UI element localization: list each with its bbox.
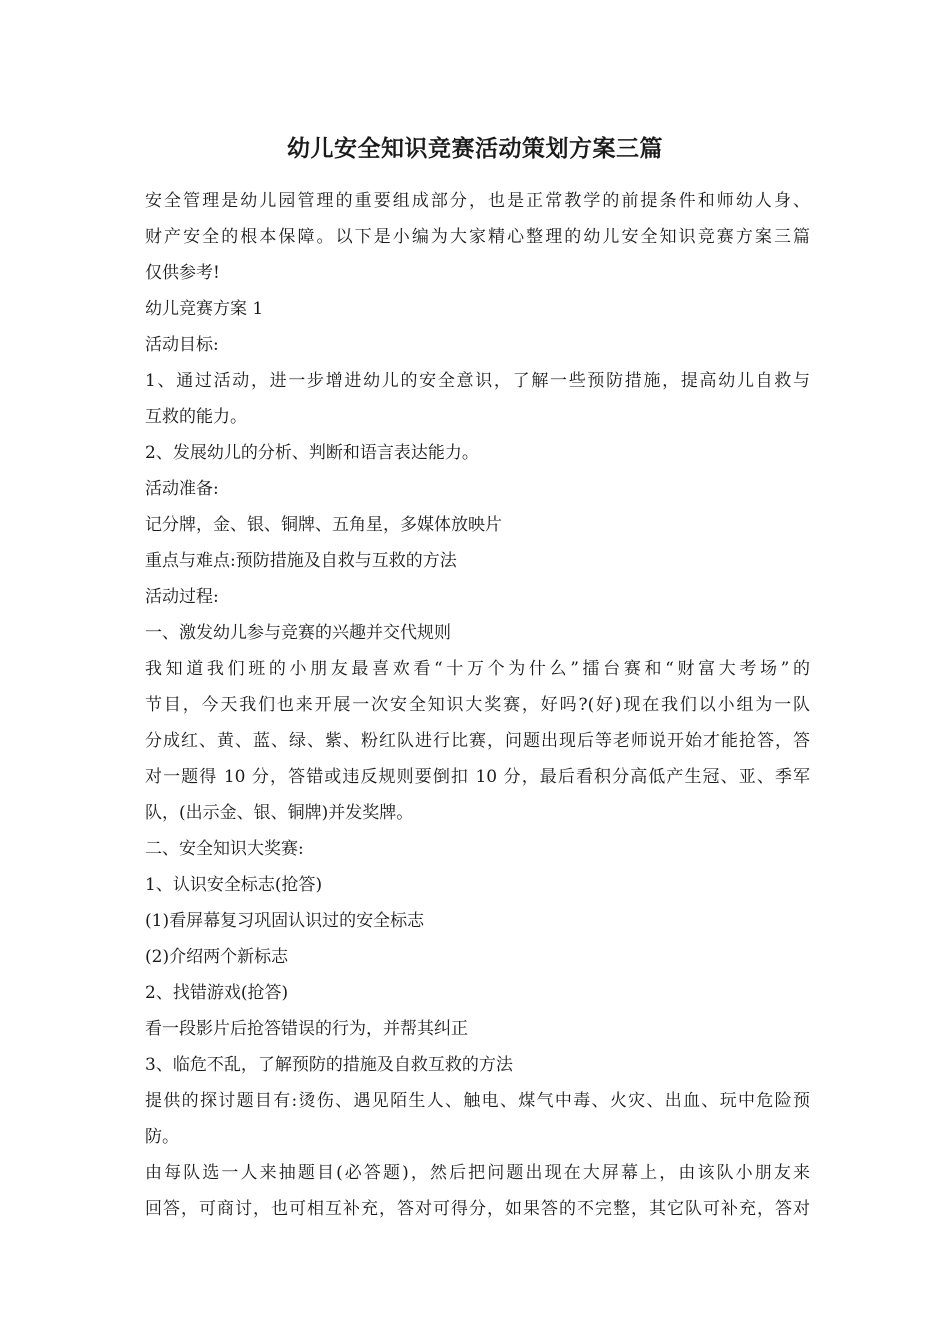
body-line: 记分牌，金、银、铜牌、五角星，多媒体放映片 [145, 515, 502, 535]
body-line: 3、临危不乱，了解预防的措施及自救互救的方法 [145, 1055, 513, 1075]
body-line: 二、安全知识大奖赛: [145, 839, 304, 859]
body-line: 看一段影片后抢答错误的行为，并帮其纠正 [145, 1019, 468, 1039]
body-line: 1、通过活动，进一步增进幼儿的安全意识，了解一些预防措施，提高幼儿自救与 [145, 371, 810, 391]
body-line: 由每队选一人来抽题目(必答题)，然后把问题出现在大屏幕上，由该队小朋友来 [145, 1163, 810, 1183]
body-line: 队，(出示金、银、铜牌)并发奖牌。 [145, 803, 414, 823]
body-line: 幼儿竞赛方案 1 [145, 299, 264, 319]
body-line: 我知道我们班的小朋友最喜欢看“十万个为什么”擂台赛和“财富大考场”的 [145, 659, 810, 679]
body-line: 重点与难点:预防措施及自救与互救的方法 [145, 551, 457, 571]
body-line: 互救的能力。 [145, 407, 247, 427]
body-line: 2、发展幼儿的分析、判断和语言表达能力。 [145, 443, 479, 463]
body-line: 对一题得 10 分，答错或违反规则要倒扣 10 分，最后看积分高低产生冠、亚、季军 [145, 767, 810, 787]
body-line: 安全管理是幼儿园管理的重要组成部分，也是正常教学的前提条件和师幼人身、 [145, 191, 810, 211]
body-line: 一、激发幼儿参与竞赛的兴趣并交代规则 [145, 623, 451, 643]
body-line: (1)看屏幕复习巩固认识过的安全标志 [145, 911, 425, 931]
body-line: 提供的探讨题目有:烫伤、遇见陌生人、触电、煤气中毒、火灾、出血、玩中危险预 [145, 1091, 810, 1111]
body-line: 活动过程: [145, 587, 219, 607]
body-line: 分成红、黄、蓝、绿、紫、粉红队进行比赛，问题出现后等老师说开始才能抢答，答 [145, 731, 810, 751]
body-line: 仅供参考! [145, 263, 220, 283]
body-line: 防。 [145, 1127, 179, 1147]
document-title: 幼儿安全知识竞赛活动策划方案三篇 [287, 135, 663, 162]
body-line: 活动准备: [145, 479, 219, 499]
body-line: 1、认识安全标志(抢答) [145, 875, 323, 895]
body-line: 活动目标: [145, 335, 219, 355]
document-body [145, 183, 810, 1227]
body-line: (2)介绍两个新标志 [145, 947, 289, 967]
body-line: 2、找错游戏(抢答) [145, 983, 289, 1003]
body-line: 回答，可商讨，也可相互补充，答对可得分，如果答的不完整，其它队可补充，答对 [145, 1199, 810, 1219]
body-line: 财产安全的根本保障。以下是小编为大家精心整理的幼儿安全知识竞赛方案三篇 [145, 227, 810, 247]
body-line: 节目，今天我们也来开展一次安全知识大奖赛，好吗?(好)现在我们以小组为一队 [145, 695, 810, 715]
